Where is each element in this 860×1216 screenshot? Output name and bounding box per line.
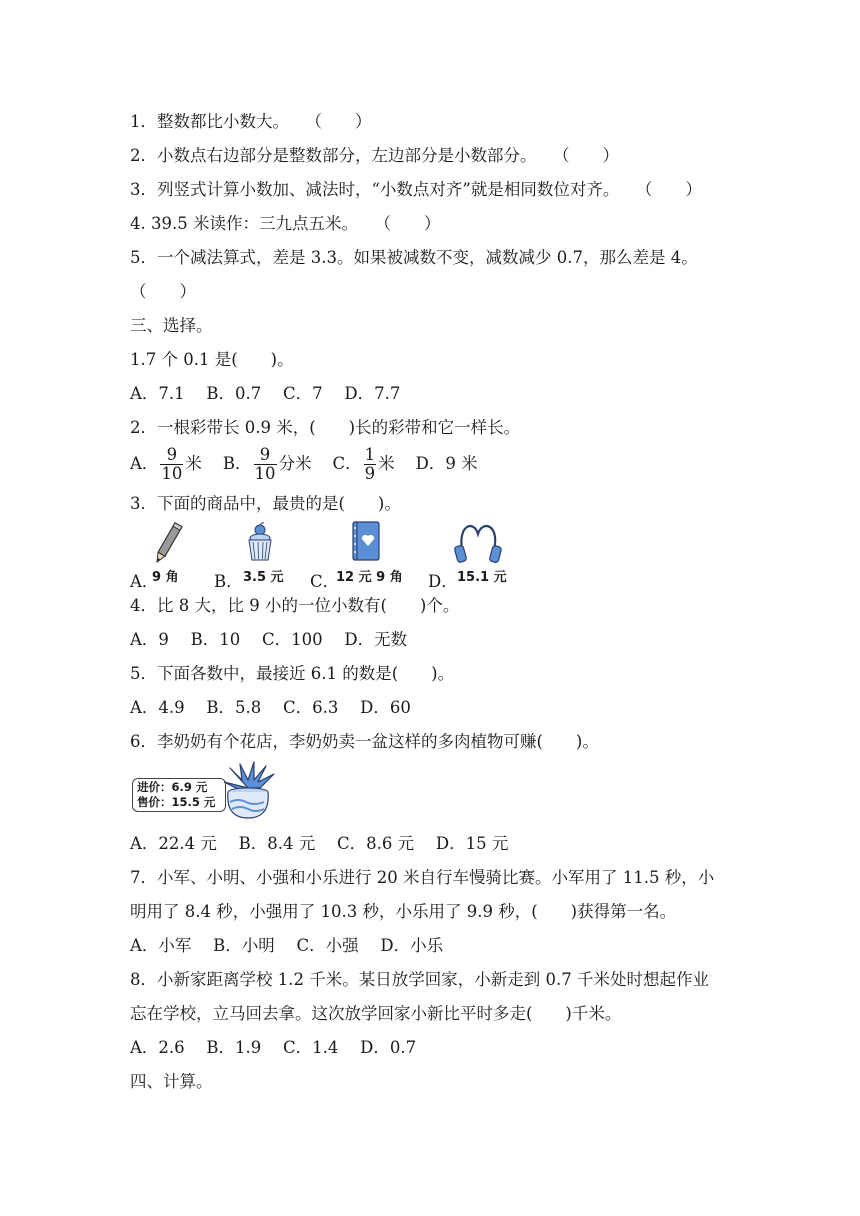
q2-option-c-label: C． <box>332 454 362 473</box>
q6-cost-label: 进价：6.9 元 <box>137 780 208 794</box>
section-4-title: 四、计算。 <box>130 1072 213 1091</box>
q8-stem-line-1: 8．小新家距离学校 1.2 千米。某日放学回家，小新走到 0.7 千米处时想起作业 <box>130 970 709 989</box>
q2-option-c-fraction <box>364 446 377 483</box>
tf-item-5: 5．一个减法算式，差是 3.3。如果被减数不变，减数减少 0.7，那么差是 4。 <box>130 248 698 267</box>
q2-c-numerator: 1 <box>364 445 376 464</box>
q1-stem: 1.7 个 0.1 是( )。 <box>130 350 294 369</box>
q7-stem-line-2: 明用了 8.4 秒，小强用了 10.3 秒，小乐用了 9.9 秒，( )获得第一名。 <box>130 902 677 921</box>
q1-options: A．7.1 B．0.7 C．7 D．7.7 <box>130 384 401 403</box>
q3-letter-b: B． <box>214 572 243 591</box>
cake-icon <box>244 522 276 564</box>
q3-price-a: 9 角 <box>152 570 179 585</box>
q6-stem: 6．李奶奶有个花店，李奶奶卖一盆这样的多肉植物可赚( )。 <box>130 732 599 751</box>
q6-sale-label: 售价：15.5 元 <box>137 795 216 809</box>
notebook-icon <box>350 520 382 564</box>
q7-options: A．小军 B．小明 C．小强 D．小乐 <box>130 936 444 955</box>
q5-stem: 5．下面各数中，最接近 6.1 的数是( )。 <box>130 664 455 683</box>
q2-option-a-fraction <box>160 446 183 483</box>
q3-letter-a: A． <box>130 572 159 591</box>
q3-letter-c: C． <box>310 572 340 591</box>
q3-price-c: 12 元 9 角 <box>336 570 403 585</box>
q3-stem: 3．下面的商品中，最贵的是( )。 <box>130 494 401 513</box>
tf-item-4: 4. 39.5 米读作：三九点五米。 （ ） <box>130 214 441 233</box>
q4-stem: 4．比 8 大，比 9 小的一位小数有( )个。 <box>130 596 460 615</box>
q2-option-a-label: A． <box>130 454 159 473</box>
tf-item-2: 2．小数点右边部分是整数部分，左边部分是小数部分。 （ ） <box>130 146 619 165</box>
q2-c-denominator: 9 <box>364 464 376 483</box>
jump-rope-icon <box>452 520 504 564</box>
q2-option-b-label: B． <box>222 454 252 473</box>
succulent-pot-icon <box>220 762 276 820</box>
q2-option-b-fraction <box>254 446 277 483</box>
q6-price-box <box>132 778 226 812</box>
tf-item-5-bracket: （ ） <box>130 282 196 301</box>
q2-b-unit: 分米 <box>278 454 312 473</box>
q3-letter-d: D． <box>428 572 458 591</box>
tf-item-1: 1．整数都比小数大。 （ ） <box>130 112 372 131</box>
q2-a-denominator: 10 <box>161 464 183 483</box>
q2-b-numerator: 9 <box>254 446 277 465</box>
tf-item-3: 3．列竖式计算小数加、减法时，“小数点对齐”就是相同数位对齐。 （ ） <box>130 180 702 199</box>
q2-option-d: D．9 米 <box>415 454 478 473</box>
section-3-title: 三、选择。 <box>130 316 213 335</box>
q3-price-b: 3.5 元 <box>243 570 284 585</box>
q8-stem-line-2: 忘在学校，立马回去拿。这次放学回家小新比平时多走( )千米。 <box>130 1004 622 1023</box>
q2-c-unit: 米 <box>378 454 395 473</box>
pencil-icon <box>150 520 186 566</box>
q8-options: A．2.6 B．1.9 C．1.4 D．0.7 <box>130 1038 417 1057</box>
q5-options: A．4.9 B．5.8 C．6.3 D．60 <box>130 698 411 717</box>
q3-price-d: 15.1 元 <box>457 570 507 585</box>
q4-options: A．9 B．10 C．100 D．无数 <box>130 630 408 649</box>
q6-options: A．22.4 元 B．8.4 元 C．8.6 元 D．15 元 <box>130 834 509 853</box>
q7-stem-line-1: 7．小军、小明、小强和小乐进行 20 米自行车慢骑比赛。小军用了 11.5 秒，小 <box>130 868 715 887</box>
q2-stem: 2．一根彩带长 0.9 米，( )长的彩带和它一样长。 <box>130 418 521 437</box>
q2-a-numerator: 9 <box>160 446 183 465</box>
q2-a-unit: 米 <box>185 454 202 473</box>
q2-b-denominator: 10 <box>254 464 276 483</box>
q2-options <box>130 446 478 483</box>
